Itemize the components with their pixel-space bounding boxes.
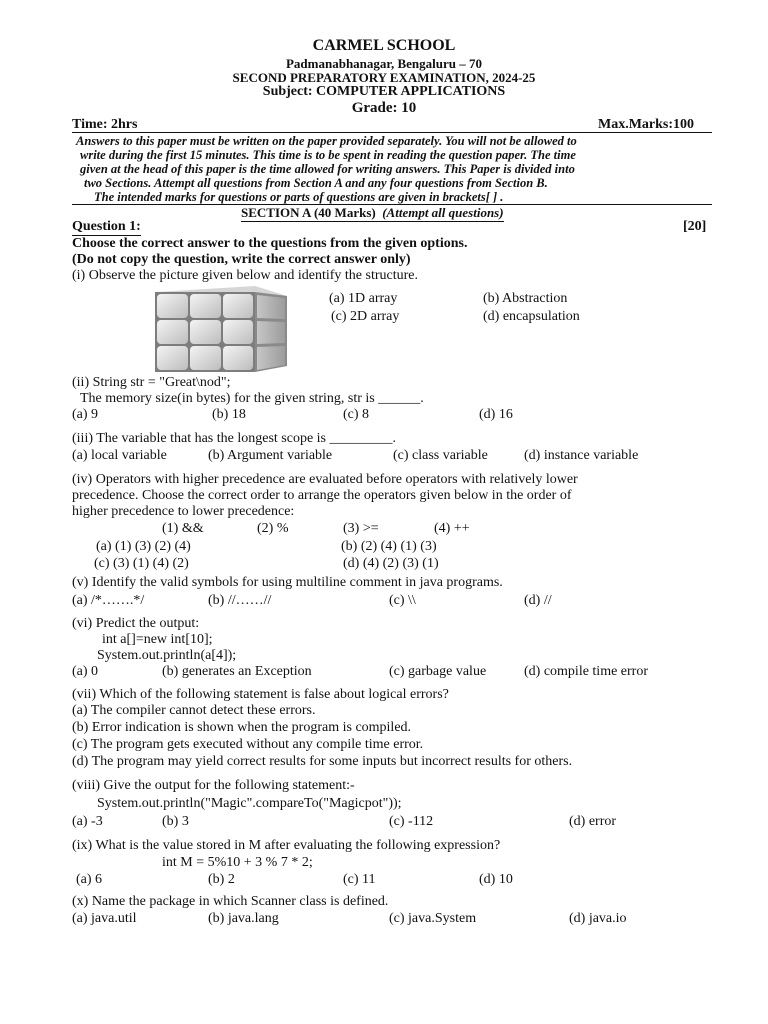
q8-option-a: (a) -3 bbox=[72, 814, 103, 829]
q10-option-c: (c) java.System bbox=[389, 911, 477, 926]
q5-option-b: (b) //……// bbox=[208, 593, 272, 608]
q7-text: (vii) Which of the following statement is false about logical errors? bbox=[72, 687, 449, 702]
q3-text: (iii) The variable that has the longest scope is _________. bbox=[72, 431, 397, 446]
question-label: Question 1: bbox=[72, 219, 141, 234]
q10-option-a: (a) java.util bbox=[72, 911, 137, 926]
exam-title: SECOND PREPARATORY EXAMINATION, 2024-25 bbox=[232, 70, 536, 85]
q8-option-d: (d) error bbox=[569, 814, 617, 829]
q5-text: (v) Identify the valid symbols for using multiline comment in java programs. bbox=[72, 575, 503, 590]
q2-text: The memory size(in bytes) for the given string, str is ______. bbox=[80, 391, 424, 406]
rubik-cube-image bbox=[155, 286, 287, 372]
q1-option-a: (a) 1D array bbox=[329, 291, 398, 306]
q7-option-a: (a) The compiler cannot detect these errors. bbox=[72, 703, 316, 718]
q7-option-c: (c) The program gets executed without any compile time error. bbox=[72, 737, 424, 752]
grade: Grade: 10 bbox=[351, 100, 417, 116]
section-title-text: SECTION A (40 Marks) bbox=[241, 205, 376, 220]
q2-option-c: (c) 8 bbox=[343, 407, 370, 422]
q7-option-b: (b) Error indication is shown when the program is compiled. bbox=[72, 720, 412, 735]
question-marks: [20] bbox=[683, 219, 707, 234]
q10-text: (x) Name the package in which Scanner class is defined. bbox=[72, 894, 389, 909]
q1-option-b: (b) Abstraction bbox=[483, 291, 568, 306]
q7-option-d: (d) The program may yield correct results for some inputs but incorrect results for others. bbox=[72, 754, 573, 769]
q2-text: (ii) String str = "Great\nod"; bbox=[72, 375, 231, 390]
q9-text: (ix) What is the value stored in M after evaluating the following expression? bbox=[72, 838, 501, 853]
section-title bbox=[241, 205, 504, 222]
q6-option-c: (c) garbage value bbox=[389, 664, 487, 679]
q8-text: (viii) Give the output for the following statement:- bbox=[72, 778, 355, 793]
q8-option-c: (c) -112 bbox=[389, 814, 434, 829]
school-address: Padmanabhanagar, Bengaluru – 70 bbox=[285, 56, 482, 71]
max-marks: Max.Marks:100 bbox=[598, 117, 695, 132]
q6-option-b: (b) generates an Exception bbox=[162, 664, 312, 679]
q4-operator: (3) >= bbox=[343, 521, 379, 536]
q6-option-d: (d) compile time error bbox=[524, 664, 649, 679]
q10-option-d: (d) java.io bbox=[569, 911, 627, 926]
q4-operator: (2) % bbox=[257, 521, 289, 536]
q5-option-d: (d) // bbox=[524, 593, 552, 608]
q2-option-b: (b) 18 bbox=[212, 407, 246, 422]
q9-option-b: (b) 2 bbox=[208, 872, 235, 887]
q6-code: int a[]=new int[10]; bbox=[102, 632, 213, 647]
q4-option-b: (b) (2) (4) (1) (3) bbox=[341, 539, 437, 554]
q9-option-d: (d) 10 bbox=[479, 872, 513, 887]
q4-text: (iv) Operators with higher precedence are evaluated before operators with relatively lower bbox=[72, 472, 578, 487]
instruction-line: Answers to this paper must be written on the paper provided separately. You will not be allowed to bbox=[76, 134, 577, 148]
instruction-line: The intended marks for questions or parts of questions are given in brackets[ ] . bbox=[94, 190, 504, 204]
q8-code: System.out.println("Magic".compareTo("Magicpot")); bbox=[97, 796, 402, 811]
question-instruction: (Do not copy the question, write the correct answer only) bbox=[72, 252, 411, 267]
time-allowed: Time: 2hrs bbox=[72, 117, 138, 132]
q4-option-d: (d) (4) (2) (3) (1) bbox=[343, 556, 439, 571]
q4-option-c: (c) (3) (1) (4) (2) bbox=[94, 556, 189, 571]
q4-operator: (4) ++ bbox=[434, 521, 470, 536]
header-divider bbox=[72, 132, 712, 133]
q3-option-d: (d) instance variable bbox=[524, 448, 639, 463]
school-name: CARMEL SCHOOL bbox=[312, 37, 456, 54]
q3-option-a: (a) local variable bbox=[72, 448, 167, 463]
q8-option-b: (b) 3 bbox=[162, 814, 189, 829]
q9-option-a: (a) 6 bbox=[76, 872, 103, 887]
q5-option-c: (c) \\ bbox=[389, 593, 416, 608]
q10-option-b: (b) java.lang bbox=[208, 911, 279, 926]
q6-option-a: (a) 0 bbox=[72, 664, 99, 679]
q3-option-b: (b) Argument variable bbox=[208, 448, 333, 463]
instruction-line: given at the head of this paper is the time allowed for writing answers. This Paper is divided into bbox=[80, 162, 575, 176]
q5-option-a: (a) /*…….*/ bbox=[72, 593, 145, 608]
q2-option-d: (d) 16 bbox=[479, 407, 513, 422]
q6-code: System.out.println(a[4]); bbox=[97, 648, 237, 663]
q1-option-d: (d) encapsulation bbox=[483, 309, 580, 324]
instruction-line: two Sections. Attempt all questions from Section A and any four questions from Section B. bbox=[84, 176, 548, 190]
q1-text: (i) Observe the picture given below and identify the structure. bbox=[72, 268, 418, 283]
q9-option-c: (c) 11 bbox=[343, 872, 376, 887]
question-instruction: Choose the correct answer to the questions from the given options. bbox=[72, 236, 468, 251]
q1-option-c: (c) 2D array bbox=[331, 309, 400, 324]
q3-option-c: (c) class variable bbox=[393, 448, 488, 463]
subject: Subject: COMPUTER APPLICATIONS bbox=[262, 84, 506, 99]
section-note: (Attempt all questions) bbox=[382, 205, 504, 220]
q2-option-a: (a) 9 bbox=[72, 407, 99, 422]
q9-code: int M = 5%10 + 3 % 7 * 2; bbox=[162, 855, 313, 870]
instruction-line: write during the first 15 minutes. This time is to be spent in reading the question paper. The time bbox=[80, 148, 576, 162]
q4-operator: (1) && bbox=[162, 521, 204, 536]
q4-text: precedence. Choose the correct order to arrange the operators given below in the order of bbox=[72, 488, 572, 503]
q4-option-a: (a) (1) (3) (2) (4) bbox=[96, 539, 191, 554]
q4-text: higher precedence to lower precedence: bbox=[72, 504, 295, 519]
q6-text: (vi) Predict the output: bbox=[72, 616, 200, 631]
